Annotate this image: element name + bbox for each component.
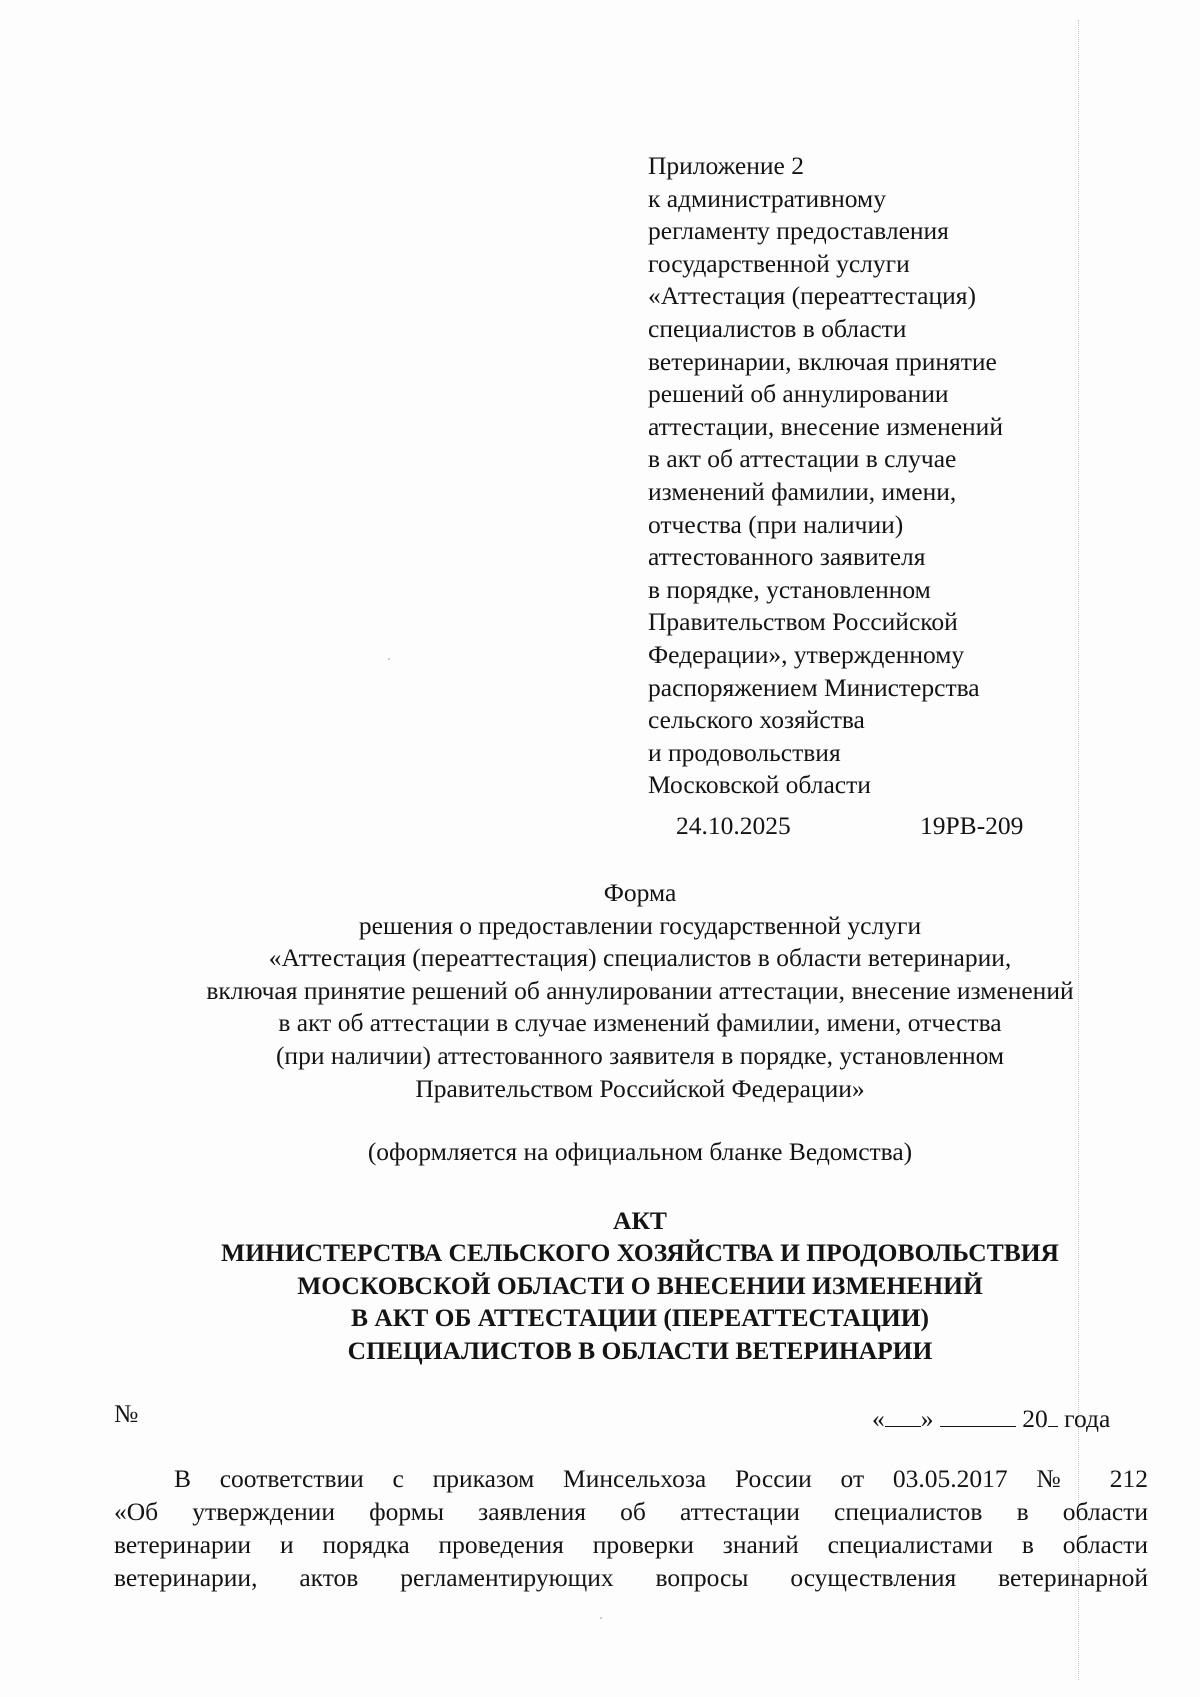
day-blank: [885, 1402, 921, 1427]
body-line: ветеринарии и порядка проведения проверки знаний специалистами в области: [114, 1530, 1148, 1559]
scan-speck: [388, 658, 390, 660]
body-line: В соответствии с приказом Минсельхоза России от 03.05.2017 № 212: [174, 1464, 1148, 1493]
date-close-quote: »: [920, 1404, 934, 1433]
month-blank: [940, 1402, 1016, 1427]
appendix-line: отчества (при наличии): [648, 509, 904, 539]
appendix-line: специалистов в области: [648, 313, 907, 343]
act-title-line: МОСКОВСКОЙ ОБЛАСТИ О ВНЕСЕНИИ ИЗМЕНЕНИЙ: [297, 1270, 983, 1300]
form-line: «Аттестация (переаттестация) специалистов в области ветеринарии,: [268, 943, 1012, 973]
appendix-line: и продовольствия: [648, 737, 841, 767]
appendix-line: Приложение 2: [648, 151, 804, 180]
body-paragraph: [114, 1462, 1148, 1594]
appendix-line: Правительством Российской: [648, 607, 958, 637]
appendix-line: в акт об аттестации в случае: [648, 444, 957, 474]
form-line: Правительством Российской Федерации»: [415, 1073, 865, 1103]
scan-speck: [600, 1617, 602, 1619]
form-title: Форма: [603, 878, 677, 907]
act-number-label: №: [114, 1399, 139, 1428]
form-heading: [120, 877, 1160, 1169]
appendix-line: аттестации, внесение изменений: [648, 411, 1003, 441]
appendix-line: государственной услуги: [648, 248, 910, 278]
appendix-line: изменений фамилии, имени,: [648, 476, 957, 506]
approval-number: 19РВ-209: [920, 811, 1024, 840]
appendix-line: Федерации», утвержденному: [648, 639, 965, 669]
date-suffix: года: [1064, 1404, 1111, 1433]
form-line: (при наличии) аттестованного заявителя в порядке, установленном: [275, 1040, 1005, 1070]
appendix-line: регламенту предоставления: [648, 216, 949, 246]
form-line: решения о предоставлении государственной услуги: [358, 910, 922, 940]
date-open-quote: «: [872, 1404, 885, 1433]
act-title: [120, 1205, 1160, 1367]
appendix-line: в порядке, установленном: [648, 574, 931, 604]
appendix-line: решений об аннулировании: [648, 379, 949, 409]
act-title-line: СПЕЦИАЛИСТОВ В ОБЛАСТИ ВЕТЕРИНАРИИ: [347, 1335, 933, 1365]
appendix-line: Московской области: [648, 770, 871, 800]
body-line: ветеринарии, актов регламентирующих вопросы осуществления ветеринарной: [114, 1563, 1148, 1592]
appendix-line: «Аттестация (переаттестация): [648, 281, 976, 311]
act-date-field: [872, 1402, 1110, 1435]
act-title-line: АКТ: [613, 1206, 667, 1235]
appendix-block: [648, 150, 1068, 802]
form-line: включая принятие решений об аннулировании аттестации, внесение изменений: [206, 975, 1074, 1005]
appendix-line: к административному: [648, 183, 886, 213]
year-blank: [1048, 1402, 1058, 1427]
date-century: 20: [1022, 1404, 1048, 1433]
appendix-line: сельского хозяйства: [648, 705, 865, 735]
form-line: в акт об аттестации в случае изменений фамилии, имени, отчества: [278, 1008, 1002, 1038]
form-note: (оформляется на официальном бланке Ведомства): [367, 1137, 913, 1167]
appendix-line: ветеринарии, включая принятие: [648, 346, 997, 376]
appendix-line: аттестованного заявителя: [648, 542, 926, 572]
appendix-line: распоряжением Министерства: [648, 672, 980, 702]
approval-date: 24.10.2025: [676, 811, 791, 840]
act-title-line: МИНИСТЕРСТВА СЕЛЬСКОГО ХОЗЯЙСТВА И ПРОДОВОЛЬСТВИЯ: [221, 1238, 1059, 1268]
body-line: «Об утверждении формы заявления об аттестации специалистов в области: [114, 1497, 1148, 1526]
act-title-line: В АКТ ОБ АТТЕСТАЦИИ (ПЕРЕАТТЕСТАЦИИ): [350, 1303, 930, 1333]
